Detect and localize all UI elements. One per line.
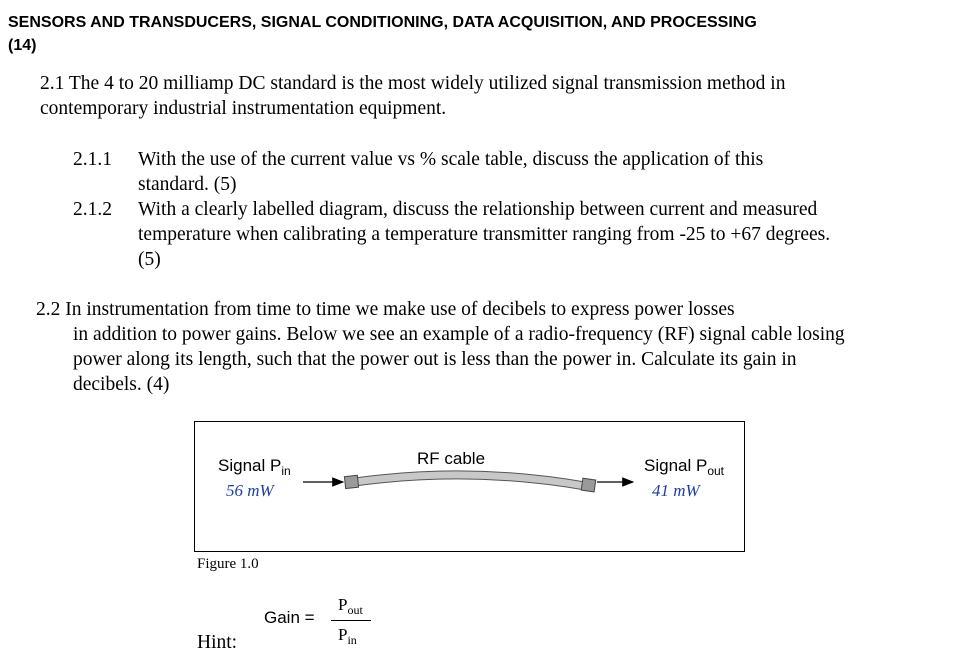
hint-label: Hint: bbox=[197, 632, 238, 653]
question-line: In instrumentation from time to time we make use of decibels to express power losses bbox=[65, 299, 735, 320]
question-2-2-continuation: in addition to power gains. Below we see an example of a radio-frequency (RF) signal cable losing power along its length, such that the power out is less than the power in. Calculate its gain in decibels. (4) bbox=[73, 324, 845, 395]
signal-in-value: 56 mW bbox=[226, 481, 274, 500]
rf-cable-figure bbox=[194, 421, 745, 552]
signal-out-subscript: out bbox=[707, 464, 725, 478]
section-heading: SENSORS AND TRANSDUCERS, SIGNAL CONDITIONING, DATA ACQUISITION, AND PROCESSING (14) bbox=[8, 14, 757, 54]
numerator-symbol: P bbox=[338, 595, 348, 614]
rf-cable-body bbox=[355, 471, 585, 490]
cable-connector-left bbox=[344, 475, 358, 488]
signal-in-label bbox=[218, 456, 291, 481]
denominator-subscript: in bbox=[347, 633, 357, 647]
signal-in-subscript: in bbox=[281, 464, 291, 478]
denominator-symbol: P bbox=[338, 625, 348, 644]
gain-numerator bbox=[338, 595, 363, 618]
signal-label-text: Signal P bbox=[218, 456, 282, 475]
figure-caption: Figure 1.0 bbox=[197, 556, 259, 572]
gain-label: Gain = bbox=[264, 608, 315, 627]
signal-out-label bbox=[644, 456, 724, 481]
signal-out-value: 41 mW bbox=[652, 481, 700, 500]
subquestion-number: 2.1.2 bbox=[73, 199, 112, 220]
signal-label-text: Signal P bbox=[644, 456, 708, 475]
subquestion-text: With the use of the current value vs % scale table, discuss the application of this standard. (5) bbox=[138, 149, 764, 195]
cable-connector-right bbox=[581, 478, 596, 492]
fraction-bar bbox=[331, 620, 371, 621]
question-2-2 bbox=[36, 297, 856, 397]
subquestion-number: 2.1.1 bbox=[73, 149, 112, 170]
subquestion-text: With a clearly labelled diagram, discuss the relationship between current and measured temperature when calibrating a temperature transmitter ranging from -25 to +67 degrees. (5) bbox=[138, 199, 831, 270]
numerator-subscript: out bbox=[347, 603, 363, 617]
question-2-1: 2.1 The 4 to 20 milliamp DC standard is the most widely utilized signal transmission method in contemporary industrial instrumentation equipment. bbox=[40, 73, 786, 119]
question-number: 2.2 bbox=[36, 299, 61, 320]
rf-cable-label: RF cable bbox=[417, 449, 486, 468]
gain-denominator bbox=[338, 625, 357, 648]
question-2-2-first-line bbox=[36, 297, 856, 322]
